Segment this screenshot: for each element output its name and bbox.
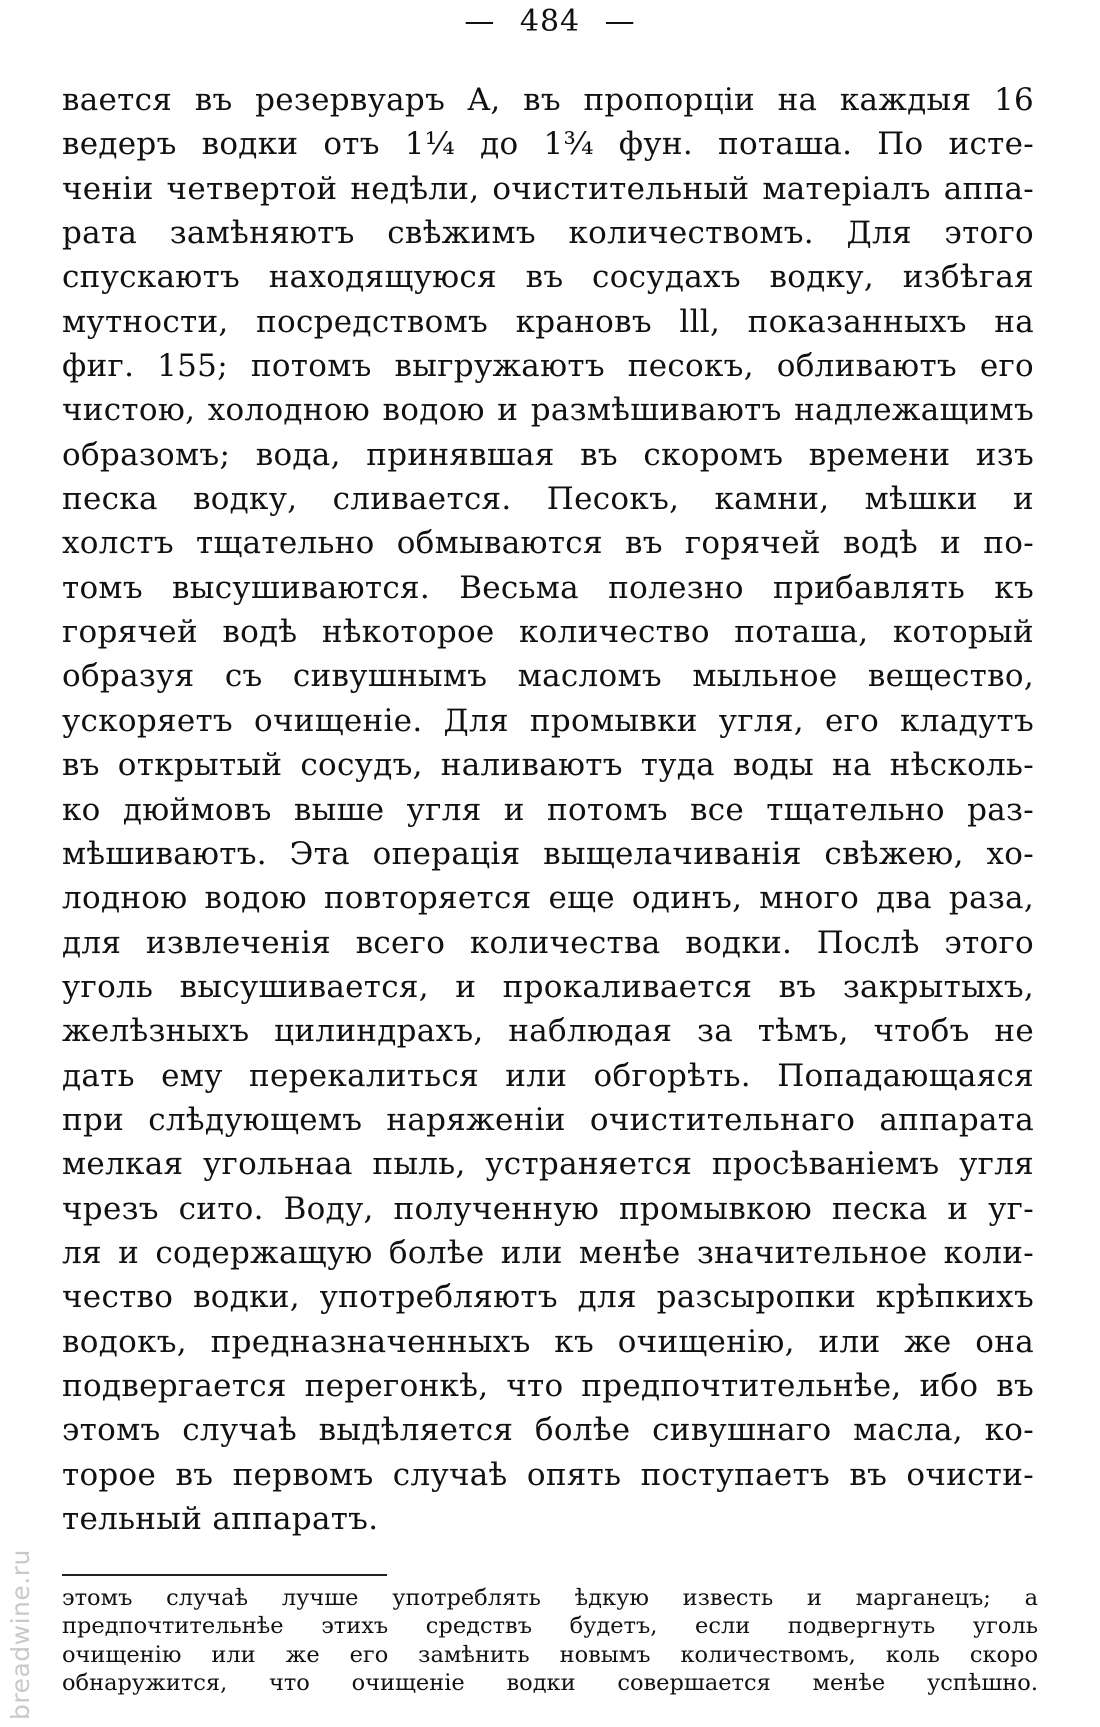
text-line: мѣшиваютъ. Эта операція выщелачиванія свѣжею, хо-: [62, 835, 1034, 872]
text-line: образуя съ сивушнымъ масломъ мыльное вещество,: [62, 658, 1034, 695]
text-line: ведеръ водки отъ 1¼ до 1¾ фун. поташа. По исте-: [62, 126, 1034, 163]
text-line: желѣзныхъ цилиндрахъ, наблюдая за тѣмъ, чтобъ не: [62, 1013, 1034, 1050]
text-line: ускоряетъ очищеніе. Для промывки угля, его кладутъ: [62, 702, 1034, 739]
page-number: 484: [519, 4, 581, 39]
text-line: въ открытый сосудъ, наливаютъ туда воды на нѣсколь-: [62, 747, 1034, 784]
text-line: водокъ, предназначенныхъ къ очищенію, или же она: [62, 1323, 1034, 1360]
text-line: горячей водѣ нѣкоторое количество поташа, который: [62, 614, 1034, 651]
text-line: спускаютъ находящуюся въ сосудахъ водку, избѣгая: [62, 259, 1034, 296]
text-line: для извлеченія всего количества водки. Послѣ этого: [62, 924, 1034, 961]
text-line: этомъ случаѣ выдѣляется болѣе сивушнаго масла, ко-: [62, 1412, 1034, 1449]
page-header: [0, 4, 1100, 39]
text-line: песка водку, сливается. Песокъ, камни, мѣшки и: [62, 481, 1034, 518]
header-dash-left: —: [464, 4, 496, 39]
text-line: торое въ первомъ случаѣ опять поступаетъ въ очисти-: [62, 1456, 1034, 1493]
text-line: дать ему перекалиться или обгорѣть. Попадающаяся: [62, 1057, 1034, 1094]
text-line: томъ высушиваются. Весьма полезно прибавлять къ: [62, 569, 1034, 606]
footnote-line: очищенію или же его замѣнить новымъ количествомъ, коль скоро: [62, 1641, 1038, 1668]
header-dash-right: —: [604, 4, 636, 39]
text-line: фиг. 155; потомъ выгружаютъ песокъ, обливаютъ его: [62, 348, 1034, 385]
text-line: тельный аппаратъ.: [62, 1501, 379, 1537]
text-line: мелкая угольнаа пыль, устраняется просѣваніемъ угля: [62, 1146, 1034, 1183]
text-line: ко дюймовъ выше угля и потомъ все тщательно раз-: [62, 791, 1034, 828]
text-line: вается въ резервуаръ A, въ пропорціи на каждыя 16: [62, 82, 1034, 118]
footnote-rule: [62, 1574, 387, 1576]
text-line: при слѣдующемъ наряженіи очистительнаго аппарата: [62, 1101, 1034, 1138]
footnote: [62, 1584, 1038, 1697]
text-line: холстъ тщательно обмываются въ горячей водѣ и по-: [62, 525, 1034, 562]
main-text: [62, 78, 1034, 1541]
text-line: рата замѣняютъ свѣжимъ количествомъ. Для этого: [62, 215, 1034, 252]
text-line: мутности, посредствомъ крановъ lll, показанныхъ на: [62, 303, 1034, 340]
text-line: чество водки, употребляютъ для разсыропки крѣпкихъ: [62, 1279, 1034, 1316]
text-line: чистою, холодною водою и размѣшиваютъ надлежащимъ: [62, 392, 1034, 429]
footnote-line: предпочтительнѣе этихъ средствъ будетъ, если подвергнуть уголь: [62, 1613, 1038, 1640]
text-line: ченіи четвертой недѣли, очистительный матеріалъ аппа-: [62, 170, 1034, 207]
text-line: лодною водою повторяется еще одинъ, много два раза,: [62, 880, 1034, 917]
text-line: подвергается перегонкѣ, что предпочтительнѣе, ибо въ: [62, 1367, 1034, 1404]
footnote-line: этомъ случаѣ лучше употреблять ѣдкую известь и марганецъ; а: [62, 1585, 1038, 1611]
text-line: уголь высушивается, и прокаливается въ закрытыхъ,: [62, 968, 1034, 1005]
watermark: breadwine.ru: [6, 1549, 35, 1720]
text-line: образомъ; вода, принявшая въ скоромъ времени изъ: [62, 436, 1034, 473]
footnote-line: обнаружится, что очищеніе водки совершается менѣе успѣшно.: [62, 1669, 1038, 1696]
text-line: чрезъ сито. Воду, полученную промывкою песка и уг-: [62, 1190, 1034, 1227]
text-line: ля и содержащую болѣе или менѣе значительное коли-: [62, 1234, 1034, 1271]
